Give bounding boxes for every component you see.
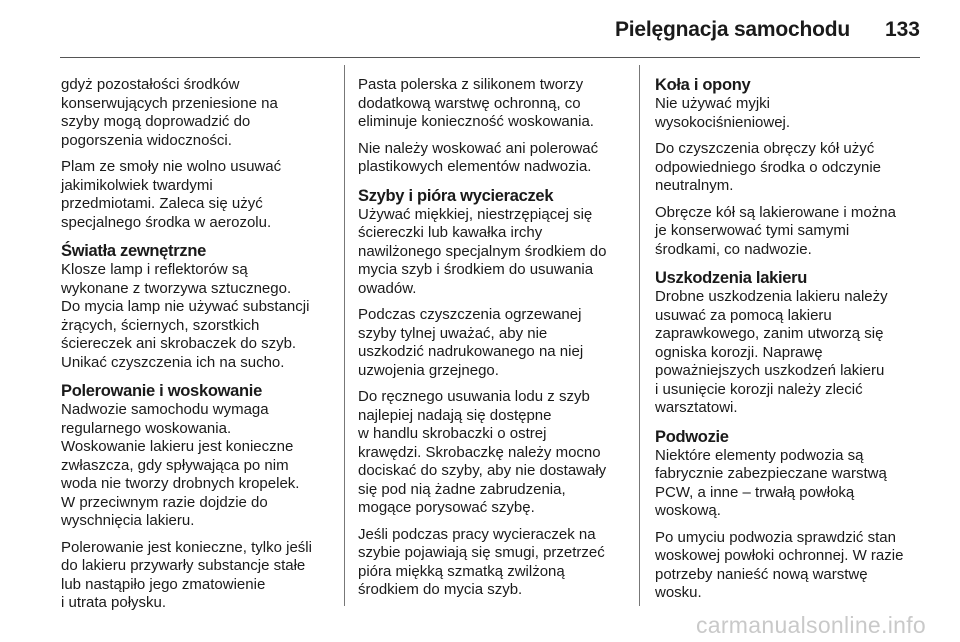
paragraph: Nadwozie samochodu wymaga regularnego woskowania. Woskowanie lakieru jest konieczne zwłaszcza, gdy spływająca po nim woda nie tworzy drobnych kropelek. W przeciwnym razie dojdzie do wyschnięcia lakieru. — [61, 401, 300, 529]
paragraph: Podczas czyszczenia ogrzewanej szyby tylnej uważać, aby nie uszkodzić nadrukowanego na niej uzwojenia grzejnego. — [358, 306, 584, 379]
paragraph: Drobne uszkodzenia lakieru należy usuwać za pomocą lakieru zaprawkowego, zanim utworzą się ogniska korozji. Naprawę poważniejszych uszkodzeń lakieru i usunięcie korozji należy zlecić warsztatowi. — [655, 288, 888, 416]
section-heading-polishing-waxing: Polerowanie i woskowanie — [61, 382, 262, 400]
paragraph: Pasta polerska z silikonem tworzy dodatkową warstwę ochronną, co eliminuje konieczność woskowania. — [358, 76, 594, 130]
section-heading-paint-damage: Uszkodzenia lakieru — [655, 269, 808, 287]
paragraph: Nie należy woskować ani polerować plastikowych elementów nadwozia. — [358, 139, 599, 175]
paragraph: Po umyciu podwozia sprawdzić stan woskowej powłoki ochronnej. W razie potrzeby nanieść nową warstwę wosku. — [655, 528, 904, 601]
header-divider — [60, 57, 920, 58]
paragraph: Do czyszczenia obręczy kół użyć odpowiedniego środka o odczynie neutralnym. — [655, 140, 881, 194]
page-number: 133 — [884, 18, 920, 41]
paragraph: gdyż pozostałości środków konserwujących przeniesione na szyby mogą doprowadzić do pogorszenia widoczności. — [61, 76, 278, 149]
section-heading-wheels-tyres: Koła i opony — [655, 76, 751, 94]
column-right — [655, 76, 923, 611]
paragraph: Niektóre elementy podwozia są fabrycznie zabezpieczane warstwą PCW, a inne – trwałą powłoką woskową. — [655, 446, 887, 519]
watermark-text: carmanualsonline.info — [695, 612, 926, 638]
column-middle — [358, 76, 634, 608]
section-heading-underbody: Podwozie — [655, 427, 729, 446]
paragraph: Jeśli podczas pracy wycieraczek na szybie pojawiają się smugi, przetrzeć pióra miękką szmatką zwilżoną środkiem do mycia szyb. — [358, 525, 605, 598]
paragraph: Do ręcznego usuwania lodu z szyb najlepiej nadają się dostępne w handlu skrobaczki o ostrej krawędzi. Skrobaczkę należy mocno dociskać do szyby, aby nie dostawały się pod nią żadne zabrudzenia, mogące porysować szybę. — [358, 388, 607, 516]
paragraph: Obręcze kół są lakierowane i można je konserwować tymi samymi środkami, co nadwozie. — [655, 203, 896, 258]
section-heading-exterior-lights: Światła zewnętrzne — [61, 242, 206, 260]
column-divider-right — [639, 65, 640, 606]
page-title: Pielęgnacja samochodu — [614, 18, 850, 41]
paragraph: Nie używać myjki wysokociśnieniowej. — [655, 95, 791, 131]
paragraph: Używać miękkiej, niestrzępiącej się ściereczki lub kawałka irchy nawilżonego specjalnym środkiem do mycia szyb i środkiem do usuwania owadów. — [358, 205, 607, 297]
paragraph: Klosze lamp i reflektorów są wykonane z tworzywa sztucznego. Do mycia lamp nie używać substancji żrących, ściernych, szorstkich ściereczek ani skrobaczek do szyb. Unikać czyszczenia ich na sucho. — [61, 261, 310, 371]
column-left — [61, 76, 339, 621]
section-heading-windows-wipers: Szyby i pióra wycieraczek — [358, 186, 554, 205]
page-header — [0, 0, 960, 58]
paragraph: Plam ze smoły nie wolno usuwać jakimikolwiek twardymi przedmiotami. Zaleca się użyć specjalnego środka w aerozolu. — [61, 158, 282, 231]
column-divider-left — [344, 65, 345, 606]
paragraph: Polerowanie jest konieczne, tylko jeśli do lakieru przywarły substancje stałe lub nastąpiło jego zmatowienie i utrata połysku. — [61, 538, 312, 611]
